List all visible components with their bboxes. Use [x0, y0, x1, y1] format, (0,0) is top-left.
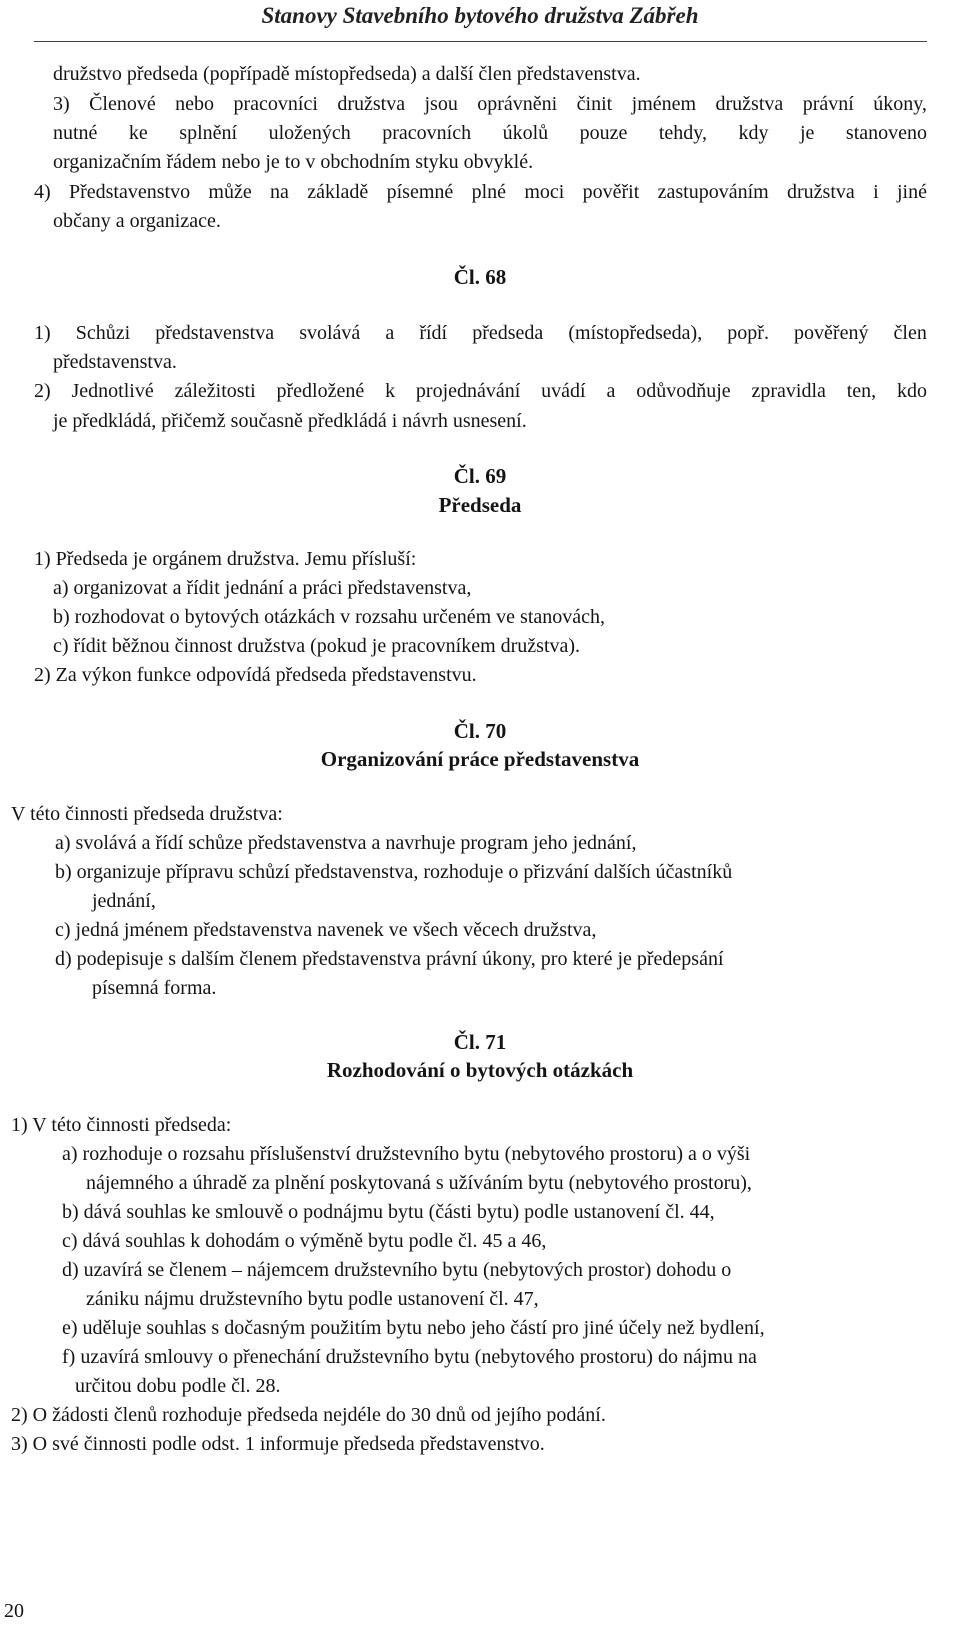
word: činit: [576, 93, 613, 115]
article-71-title: Čl. 71: [453, 1030, 507, 1054]
word: popř.: [727, 322, 769, 344]
word: k: [385, 380, 396, 402]
word: základě: [307, 181, 369, 203]
text-line: 2) Za výkon funkce odpovídá předseda představenstvu.: [34, 664, 477, 686]
word: stanoveno: [845, 122, 927, 144]
word: pracovních: [382, 122, 472, 144]
text-line: organizačním řádem nebo je to v obchodním styku obvyklé.: [53, 151, 534, 173]
word: záležitosti: [174, 380, 256, 402]
text-line: občany a organizace.: [53, 210, 221, 232]
word: Schůzi: [75, 322, 131, 344]
text-line: d) uzavírá se členem – nájemcem družstevního bytu (nebytových prostor) dohodu o: [62, 1259, 732, 1281]
word: úkolů: [502, 122, 549, 144]
page-header: Stanovy Stavebního bytového družstva Zábřeh: [261, 3, 699, 28]
text-line: a) rozhoduje o rozsahu příslušenství družstevního bytu (nebytového prostoru) a o výši: [62, 1143, 751, 1165]
word: písemné: [386, 181, 454, 203]
text-line: V této činnosti předseda družstva:: [11, 803, 283, 825]
text-line: [34, 179, 927, 205]
word: kdo: [897, 380, 927, 402]
word: pověřený: [794, 322, 869, 344]
text-line: určitou dobu podle čl. 28.: [75, 1375, 281, 1397]
text-line: [53, 120, 927, 146]
word: 1): [34, 322, 51, 344]
text-line: b) dává souhlas ke smlouvě o podnájmu bytu (části bytu) podle ustanovení čl. 44,: [62, 1201, 715, 1223]
word: řídí: [419, 322, 448, 344]
text-line: družstvo předseda (popřípadě místopředseda) a další člen představenstva.: [53, 63, 641, 85]
word: zastupováním: [657, 181, 769, 203]
word: ten,: [846, 380, 877, 402]
article-70-subtitle: Organizování práce představenstva: [320, 747, 640, 771]
text-line: písemná forma.: [92, 977, 217, 999]
text-line: je předkládá, přičemž současně předkládá i návrh usnesení.: [53, 410, 527, 432]
word: projednávání: [415, 380, 521, 402]
text-line: c) řídit běžnou činnost družstva (pokud je pracovníkem družstva).: [53, 635, 581, 657]
word: předseda: [472, 322, 544, 344]
word: jsou: [424, 93, 458, 115]
word: družstva: [337, 93, 406, 115]
text-line: [34, 320, 927, 346]
word: uložených: [268, 122, 351, 144]
text-line: 2) O žádosti členů rozhoduje předseda nejdéle do 30 dnů od jejího podání.: [11, 1404, 606, 1426]
word: i: [873, 181, 879, 203]
word: tehdy,: [658, 122, 708, 144]
word: úkony,: [873, 93, 927, 115]
word: je: [799, 122, 815, 144]
word: jiné: [896, 181, 927, 203]
word: uvádí: [541, 380, 586, 402]
article-71-subtitle: Rozhodování o bytových otázkách: [326, 1058, 634, 1082]
word: družstva: [715, 93, 784, 115]
word: odůvodňuje: [636, 380, 731, 402]
text-line: a) organizovat a řídit jednání a práci představenstva,: [53, 577, 472, 599]
word: může: [208, 181, 252, 203]
word: (místopředseda),: [568, 322, 703, 344]
text-line: f) uzavírá smlouvy o přenechání družstevního bytu (nebytového prostoru) do nájmu na: [62, 1346, 757, 1368]
text-line: b) organizuje přípravu schůzí představenstva, rozhoduje o přizvání dalších účastníků: [55, 861, 733, 883]
word: pověřit: [582, 181, 640, 203]
text-line: 1) Předseda je orgánem družstva. Jemu přísluší:: [34, 548, 417, 570]
text-line: c) dává souhlas k dohodám o výměně bytu podle čl. 45 a 46,: [62, 1230, 547, 1252]
word: Představenstvo: [68, 181, 191, 203]
word: družstva: [787, 181, 855, 203]
word: kdy: [738, 122, 769, 144]
word: 3): [53, 93, 70, 115]
word: ke: [128, 122, 148, 144]
word: nebo: [175, 93, 215, 115]
text-line: [53, 91, 927, 117]
word: pracovníci: [233, 93, 318, 115]
word: právní: [802, 93, 854, 115]
word: jménem: [631, 93, 697, 115]
word: Členové: [89, 93, 156, 115]
text-line: jednání,: [92, 890, 156, 912]
word: člen: [893, 322, 927, 344]
text-line: 3) O své činnosti podle odst. 1 informuje předseda představenstvo.: [11, 1433, 545, 1455]
word: 4): [34, 181, 51, 203]
word: zpravidla: [751, 380, 826, 402]
word: pouze: [579, 122, 628, 144]
article-69-title: Čl. 69: [453, 464, 507, 488]
word: a: [606, 380, 616, 402]
word: 2): [34, 380, 51, 402]
text-line: [34, 378, 927, 404]
word: a: [385, 322, 395, 344]
article-68-title: Čl. 68: [453, 265, 507, 289]
article-69-subtitle: Předseda: [438, 493, 522, 517]
word: moci: [524, 181, 565, 203]
word: oprávněni: [477, 93, 558, 115]
header-divider: [34, 41, 927, 42]
word: předložené: [276, 380, 365, 402]
word: svolává: [299, 322, 361, 344]
text-line: 1) V této činnosti předseda:: [11, 1114, 232, 1136]
text-line: c) jedná jménem představenstva navenek ve všech věcech družstva,: [55, 919, 597, 941]
word: splnění: [179, 122, 238, 144]
word: na: [270, 181, 289, 203]
text-line: nájemného a úhradě za plnění poskytovaná s užíváním bytu (nebytového prostoru),: [86, 1172, 752, 1194]
text-line: a) svolává a řídí schůze představenstva a navrhuje program jeho jednání,: [55, 832, 637, 854]
text-line: e) uděluje souhlas s dočasným použitím bytu nebo jeho částí pro jiné účely než bydlení,: [62, 1317, 765, 1339]
text-line: d) podepisuje s dalším členem představenstva právní úkony, pro které je předepsání: [55, 948, 724, 970]
text-line: b) rozhodovat o bytových otázkách v rozsahu určeném ve stanovách,: [53, 606, 606, 628]
article-70-title: Čl. 70: [453, 719, 507, 743]
text-line: zániku nájmu družstevního bytu podle ustanovení čl. 47,: [86, 1288, 539, 1310]
word: plné: [471, 181, 507, 203]
word: nutné: [53, 122, 98, 144]
word: Jednotlivé: [71, 380, 154, 402]
word: představenstva: [155, 322, 275, 344]
page-number: 20: [4, 1600, 24, 1622]
text-line: představenstva.: [53, 351, 177, 373]
